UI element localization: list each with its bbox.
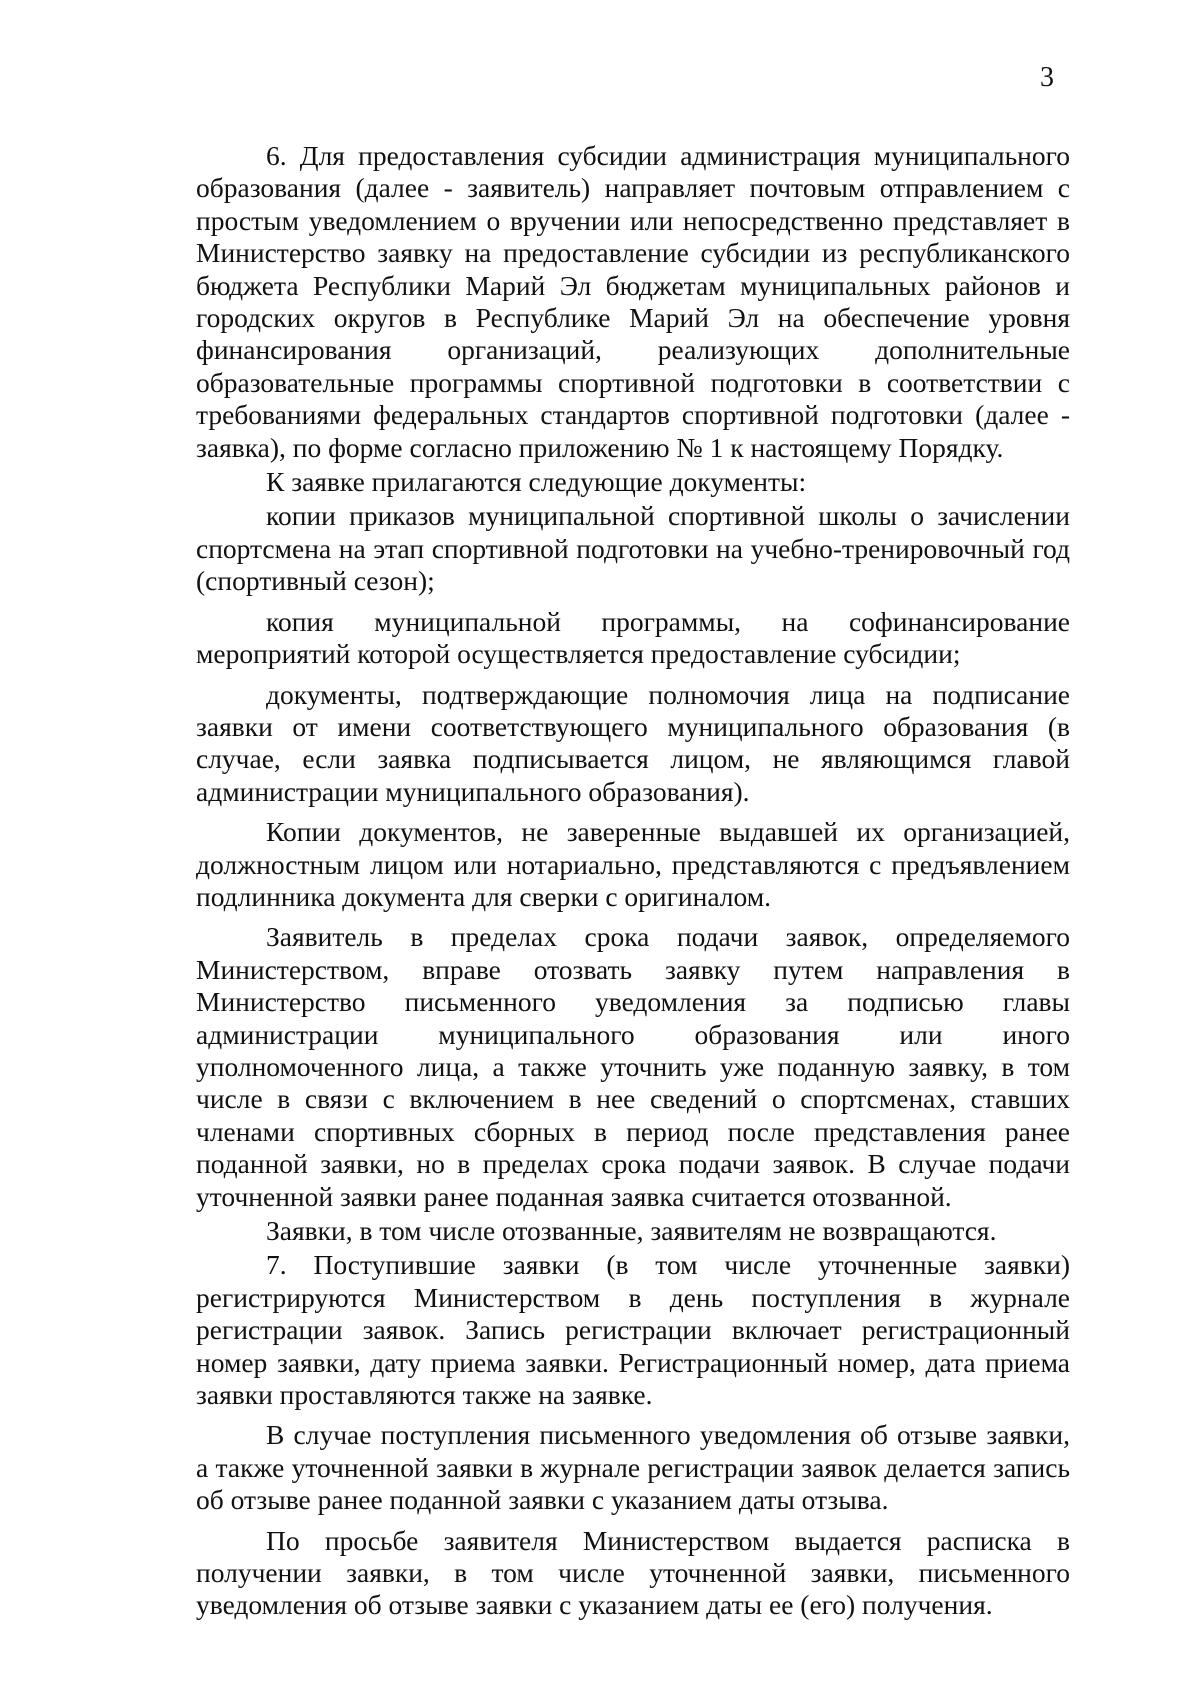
page-number: 3 xyxy=(1040,62,1054,93)
paragraph-program-copy: копия муниципальной программы, на софинансирование мероприятий которой осуществляется предоставление субсидии; xyxy=(196,605,1070,670)
paragraph-uncertified-copies: Копии документов, не заверенные выдавшей их организацией, должностным лицом или нотариально, представляются с предъявлением подлинника документа для сверки с оригиналом. xyxy=(196,816,1070,912)
paragraph-attachments-intro: К заявке прилагаются следующие документы: xyxy=(266,466,807,498)
paragraph-not-returned: Заявки, в том числе отозванные, заявителям не возвращаются. xyxy=(266,1215,997,1246)
paragraph-authority-documents: документы, подтверждающие полномочия лица на подписание заявки от имени соответствующего муниципального образования (в случае, если заявка подписывается лицом, не являющимся главой администрации муниципального образования). xyxy=(196,678,1070,807)
paragraph-withdrawal-record: В случае поступления письменного уведомления об отзыве заявки, а также уточненной заявки в журнале регистрации заявок делается запись об отзыве ранее поданной заявки с указанием даты отзыва. xyxy=(196,1419,1070,1516)
paragraph-item-6: 6. Для предоставления субсидии администрация муниципального образования (далее - заявитель) направляет почтовым отправлением с простым уведомлением о вручении или непосредственно представляет в Министерство заявку на предоставление субсидии из республиканского бюджета Республики Марий Эл бюджетам муниципальных районов и городских округов в Республике Марий Эл на обеспечение уровня финансирования организаций, реализующих дополнительные образовательные программы спортивной подготовки в соответствии с требованиями федеральных стандартов спортивной подготовки (далее - заявка), по форме согласно приложению № 1 к настоящему Порядку. xyxy=(196,140,1070,463)
paragraph-withdrawal: Заявитель в пределах срока подачи заявок, определяемого Министерством, вправе отозвать заявку путем направления в Министерство письменного уведомления за подписью главы администрации муниципального образования или иного уполномоченного лица, а также уточнить уже поданную заявку, в том числе в связи с включением в нее сведений о спортсменах, ставших членами спортивных сборных в период после представления ранее поданной заявки, но в пределах срока подачи заявок. В случае подачи уточненной заявки ранее поданная заявка считается отозванной. xyxy=(196,921,1070,1212)
document-body xyxy=(196,140,1070,1622)
paragraph-order-copies: копии приказов муниципальной спортивной школы о зачислении спортсмена на этап спортивной подготовки на учебно-тренировочный год (спортивный сезон); xyxy=(196,500,1070,597)
paragraph-item-7: 7. Поступившие заявки (в том числе уточненные заявки) регистрируются Министерством в день поступления в журнале регистрации заявок. Запись регистрации включает регистрационный номер заявки, дату приема заявки. Регистрационный номер, дата приема заявки проставляются также на заявке. xyxy=(196,1249,1070,1411)
paragraph-receipt: По просьбе заявителя Министерством выдается расписка в получении заявки, в том числе уточненной заявки, письменного уведомления об отзыве заявки с указанием даты ее (его) получения. xyxy=(196,1524,1070,1621)
